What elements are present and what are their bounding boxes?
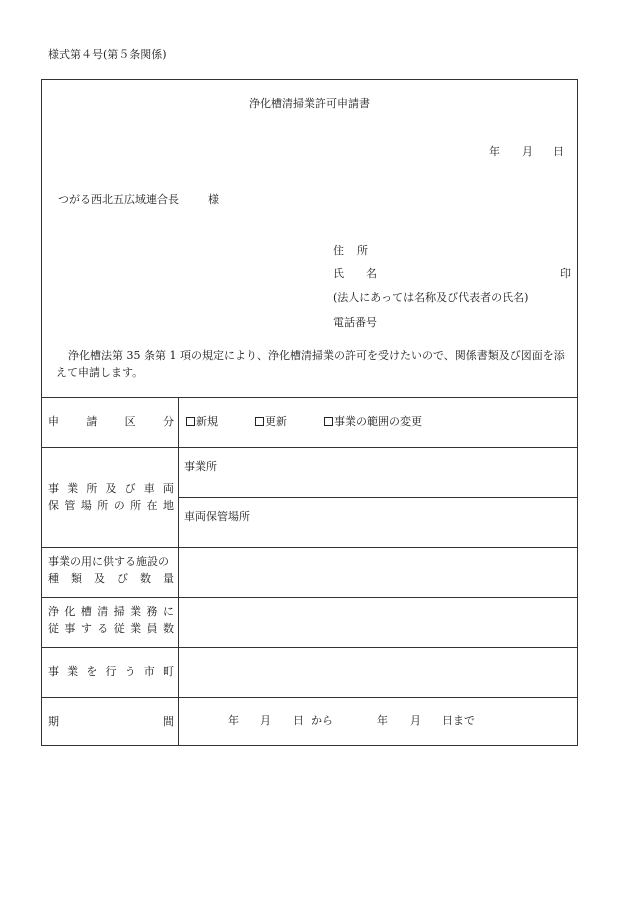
- municipality-label: 事 業 を 行 う 市 町: [48, 665, 174, 678]
- row-divider: [42, 547, 577, 548]
- checkbox-icon[interactable]: [255, 417, 264, 426]
- row-divider: [42, 697, 577, 698]
- addressee-honorific: 様: [208, 193, 219, 206]
- application-form: [41, 79, 578, 746]
- addressee-name: つがる西北五広域連合長: [58, 193, 179, 206]
- period-end-day: 日まで: [442, 714, 475, 727]
- row-divider: [42, 597, 577, 598]
- declaration-text: 浄化槽法第 35 条第 1 項の規定により、浄化槽清掃業の許可を受けたいので、関係書類及び図面を添えて申請します。: [56, 349, 565, 379]
- application-type-label: 申 請 区 分: [48, 415, 174, 428]
- form-reference: 様式第４号(第５条関係): [48, 48, 167, 61]
- name-label-char: 名: [366, 267, 377, 280]
- checkbox-scope-change[interactable]: 事業の範囲の変更: [324, 415, 422, 429]
- seal-mark: 印: [560, 267, 571, 280]
- row-divider: [178, 497, 577, 498]
- checkbox-icon[interactable]: [186, 417, 195, 426]
- period-start-month: 月: [260, 714, 271, 727]
- phone-label: 電話番号: [333, 316, 377, 329]
- row-divider: [42, 647, 577, 648]
- period-from: から: [311, 714, 333, 727]
- column-divider: [178, 397, 179, 746]
- period-start-day: 日: [293, 714, 304, 727]
- table-top-rule: [42, 397, 577, 398]
- address-label-char: 所: [357, 244, 368, 257]
- period-label: 期 間: [48, 715, 174, 728]
- address-label-char: 住: [333, 244, 344, 257]
- date-year-label: 年: [489, 145, 500, 158]
- row-divider: [42, 447, 577, 448]
- checkbox-renewal[interactable]: 更新: [255, 415, 287, 429]
- name-label-char: 氏: [333, 267, 344, 280]
- form-title: 浄化槽清掃業許可申請書: [249, 97, 370, 110]
- period-end-month: 月: [410, 714, 421, 727]
- name-note: (法人にあっては名称及び代表者の氏名): [333, 291, 529, 304]
- period-end-year: 年: [377, 714, 388, 727]
- date-day-label: 日: [553, 145, 564, 158]
- facilities-label: 事業の用に供する施設の 種 類 及 び 数 量: [48, 555, 174, 585]
- period-start-year: 年: [228, 714, 239, 727]
- vehicle-storage-label: 車両保管場所: [184, 510, 250, 523]
- checkbox-new[interactable]: 新規: [186, 415, 218, 429]
- employees-label: 浄 化 槽 清 掃 業 務 に 従 事 す る 従 業 員 数: [48, 605, 174, 635]
- office-label: 事業所: [184, 460, 217, 473]
- checkbox-icon[interactable]: [324, 417, 333, 426]
- date-month-label: 月: [522, 145, 533, 158]
- location-label: 事 業 所 及 び 車 両 保 管 場 所 の 所 在 地: [48, 482, 174, 512]
